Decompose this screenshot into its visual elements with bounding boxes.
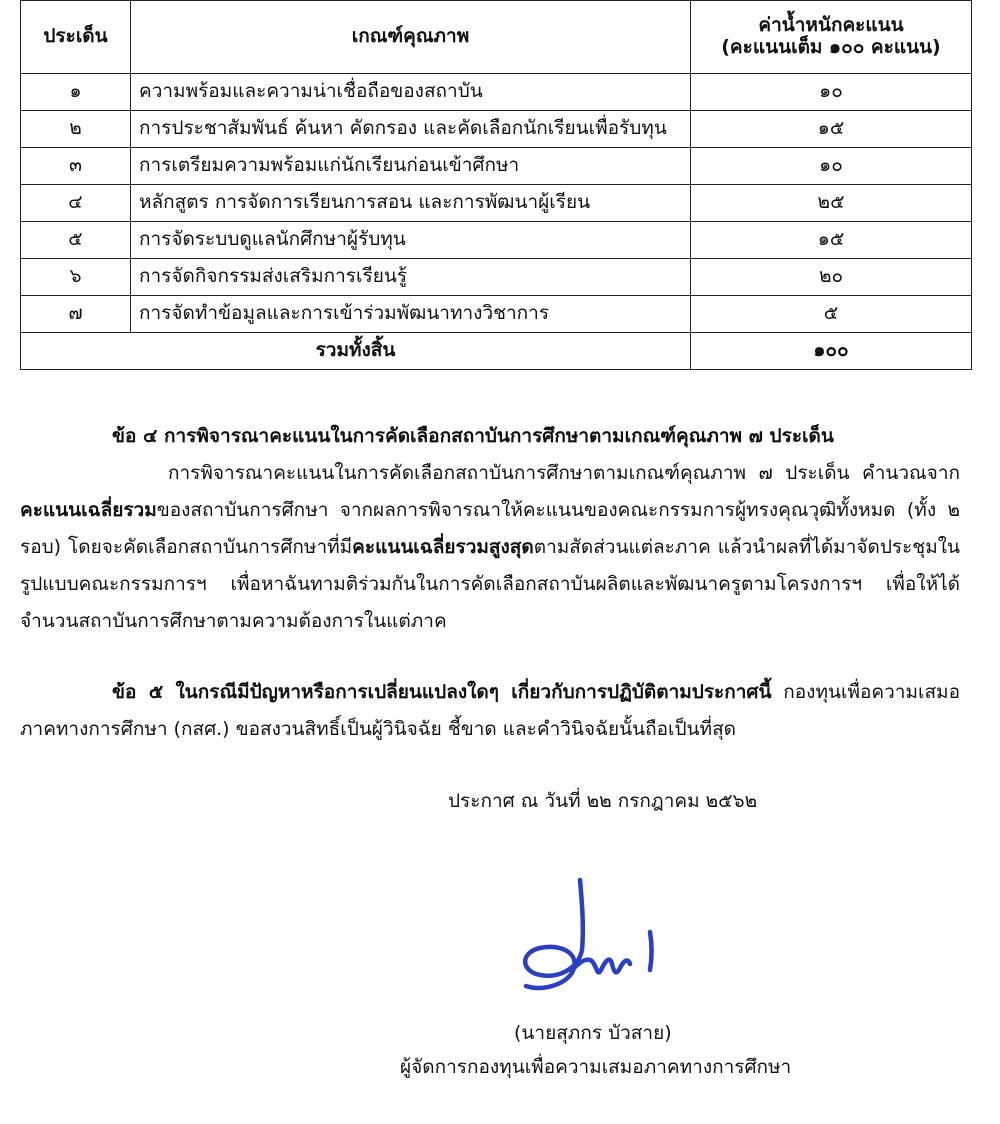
criteria-table	[20, 0, 972, 370]
clause-4-text-2: ของสถาบันการศึกษา จากผลการพิจารณาให้คะแนนของคณะกรรมการผู้ทรงคุณวุฒิทั้งหมด (ทั้ง ๒ รอบ) โดยจะคัดเลือกสถาบันการศึกษาที่มี	[20, 499, 960, 558]
clause-4-bold-2: คะแนนเฉลี่ยรวมสูงสุด	[352, 536, 534, 558]
row-number: ๗	[21, 296, 131, 333]
row-number: ๕	[21, 222, 131, 259]
total-value: ๑๐๐	[691, 333, 972, 370]
row-weight: ๑๐	[691, 148, 972, 185]
table-header-row	[21, 1, 972, 74]
table-row	[21, 74, 972, 111]
clause-5-body	[20, 674, 960, 748]
clause-4-text-3: ตามสัดส่วนแต่ละภาค แล้วนำผลที่ได้มาจัดประชุมในรูปแบบคณะกรรมการฯ เพื่อหาฉันทามติร่วมกันในการคัดเลือกสถาบันผลิตและพัฒนาครูตามโครงการฯ เพื่อให้ได้จำนวนสถาบันการศึกษาตามความต้องการในแต่ภาค	[20, 536, 960, 632]
table-row	[21, 111, 972, 148]
clause-5-text: กองทุนเพื่อความเสมอภาคทางการศึกษา (กสศ.) ขอสงวนสิทธิ์เป็นผู้วินิจฉัย ชี้ขาด และคำวินิจฉัยนั้นถือเป็นที่สุด	[20, 681, 960, 740]
header-issue: ประเด็น	[21, 1, 131, 74]
table-row	[21, 222, 972, 259]
signer-name: (นายสุภกร บัวสาย)	[514, 1022, 672, 1044]
row-criterion: การจัดทำข้อมูลและการเข้าร่วมพัฒนาทางวิชาการ	[131, 296, 691, 333]
row-number: ๑	[21, 74, 131, 111]
table-total-row	[21, 333, 972, 370]
clause-4-title: ข้อ ๔ การพิจารณาคะแนนในการคัดเลือกสถาบันการศึกษาตามเกณฑ์คุณภาพ ๗ ประเด็น	[112, 425, 834, 447]
row-weight: ๕	[691, 296, 972, 333]
header-weight-line1: ค่าน้ำหนักคะแนน	[758, 14, 904, 37]
row-criterion: การจัดกิจกรรมส่งเสริมการเรียนรู้	[131, 259, 691, 296]
header-weight	[691, 1, 972, 74]
row-weight: ๑๐	[691, 74, 972, 111]
clause-5-bold: ข้อ ๕ ในกรณีมีปัญหาหรือการเปลี่ยนแปลงใดๆ เกี่ยวกับการปฏิบัติตามประกาศนี้	[112, 681, 772, 703]
signature-stroke	[525, 880, 651, 988]
row-weight: ๒๕	[691, 185, 972, 222]
table-row	[21, 148, 972, 185]
row-criterion: การเตรียมความพร้อมแก่นักเรียนก่อนเข้าศึกษา	[131, 148, 691, 185]
clause-4-bold-1: คะแนนเฉลี่ยรวม	[20, 499, 157, 521]
clause-5	[20, 674, 960, 748]
row-number: ๒	[21, 111, 131, 148]
row-number: ๓	[21, 148, 131, 185]
clause-4-body	[20, 455, 960, 640]
row-weight: ๒๐	[691, 259, 972, 296]
row-criterion: การจัดระบบดูแลนักศึกษาผู้รับทุน	[131, 222, 691, 259]
signer-title: ผู้จัดการกองทุนเพื่อความเสมอภาคทางการศึกษา	[400, 1056, 792, 1078]
table-row	[21, 185, 972, 222]
clause-4-text-1: การพิจารณาคะแนนในการคัดเลือกสถาบันการศึกษาตามเกณฑ์คุณภาพ ๗ ประเด็น คำนวณจาก	[168, 462, 960, 484]
clause-4	[20, 418, 960, 640]
row-criterion: การประชาสัมพันธ์ ค้นหา คัดกรอง และคัดเลือกนักเรียนเพื่อรับทุน	[131, 111, 691, 148]
table-row	[21, 296, 972, 333]
row-weight: ๑๕	[691, 111, 972, 148]
row-number: ๖	[21, 259, 131, 296]
row-criterion: หลักสูตร การจัดการเรียนการสอน และการพัฒนาผู้เรียน	[131, 185, 691, 222]
header-weight-line2: (คะแนนเต็ม ๑๐๐ คะแนน)	[721, 36, 941, 58]
total-label: รวมทั้งสิ้น	[21, 333, 691, 370]
row-weight: ๑๕	[691, 222, 972, 259]
table-row	[21, 259, 972, 296]
announcement-date: ประกาศ ณ วันที่ ๒๒ กรกฎาคม ๒๕๖๒	[448, 790, 758, 812]
signature-image	[512, 872, 662, 1007]
row-criterion: ความพร้อมและความน่าเชื่อถือของสถาบัน	[131, 74, 691, 111]
row-number: ๔	[21, 185, 131, 222]
header-criteria: เกณฑ์คุณภาพ	[131, 1, 691, 74]
